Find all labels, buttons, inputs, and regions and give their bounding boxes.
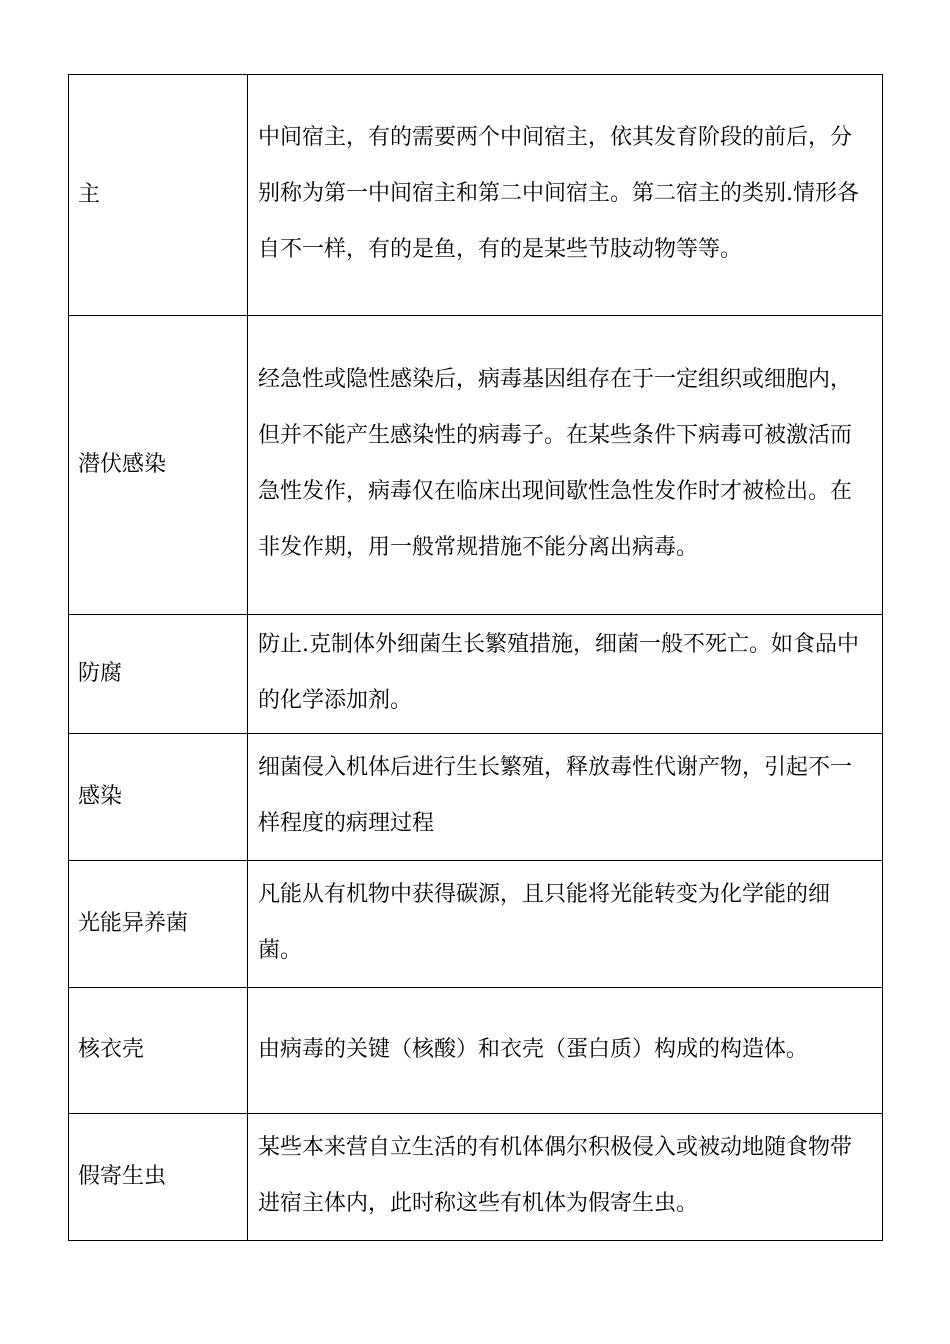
definition-cell — [248, 861, 883, 988]
table-row — [69, 1114, 883, 1241]
table-row — [69, 75, 883, 316]
term-cell — [69, 615, 248, 734]
term-text: 潜伏感染 — [78, 451, 167, 477]
definition-cell — [248, 615, 883, 734]
glossary-table — [68, 74, 883, 1241]
definition-text: 经急性或隐性感染后，病毒基因组存在于一定组织或细胞内，但并不能产生感染性的病毒子。在某些条件下病毒可被激活而急性发作，病毒仅在临床出现间歇性急性发作时才被检出。在非发作期，用一般常规措施不能分离出病毒。 — [258, 367, 853, 560]
term-text: 核衣壳 — [78, 1037, 145, 1063]
term-text: 感染 — [78, 783, 123, 809]
definition-text: 中间宿主，有的需要两个中间宿主，依其发育阶段的前后，分别称为第一中间宿主和第二中间宿主。第二宿主的类别.情形各自不一样，有的是鱼，有的是某些节肢动物等等。 — [258, 125, 859, 262]
definition-cell — [248, 1114, 883, 1241]
definition-cell — [248, 734, 883, 861]
term-cell — [69, 734, 248, 861]
definition-text: 某些本来营自立生活的有机体偶尔积极侵入或被动地随食物带进宿主体内，此时称这些有机体为假寄生虫。 — [258, 1135, 853, 1216]
table-row — [69, 988, 883, 1114]
definition-cell — [248, 75, 883, 316]
term-text: 防腐 — [78, 660, 123, 686]
term-cell — [69, 75, 248, 316]
table-row — [69, 615, 883, 734]
definition-text: 细菌侵入机体后进行生长繁殖，释放毒性代谢产物，引起不一样程度的病理过程 — [258, 755, 853, 836]
term-text: 假寄生虫 — [78, 1163, 167, 1189]
table-row — [69, 316, 883, 615]
definition-text: 凡能从有机物中获得碳源，且只能将光能转变为化学能的细菌。 — [258, 882, 831, 963]
term-cell — [69, 988, 248, 1114]
table-row — [69, 734, 883, 861]
table-row — [69, 861, 883, 988]
definition-cell — [248, 988, 883, 1114]
term-cell — [69, 316, 248, 615]
term-text: 光能异养菌 — [78, 910, 189, 936]
term-cell — [69, 861, 248, 988]
definition-text: 防止.克制体外细菌生长繁殖措施，细菌一般不死亡。如食品中的化学添加剂。 — [258, 632, 859, 713]
definition-cell — [248, 316, 883, 615]
definition-text: 由病毒的关键（核酸）和衣壳（蛋白质）构成的构造体。 — [258, 1036, 809, 1062]
term-text: 主 — [78, 181, 101, 207]
term-cell — [69, 1114, 248, 1241]
